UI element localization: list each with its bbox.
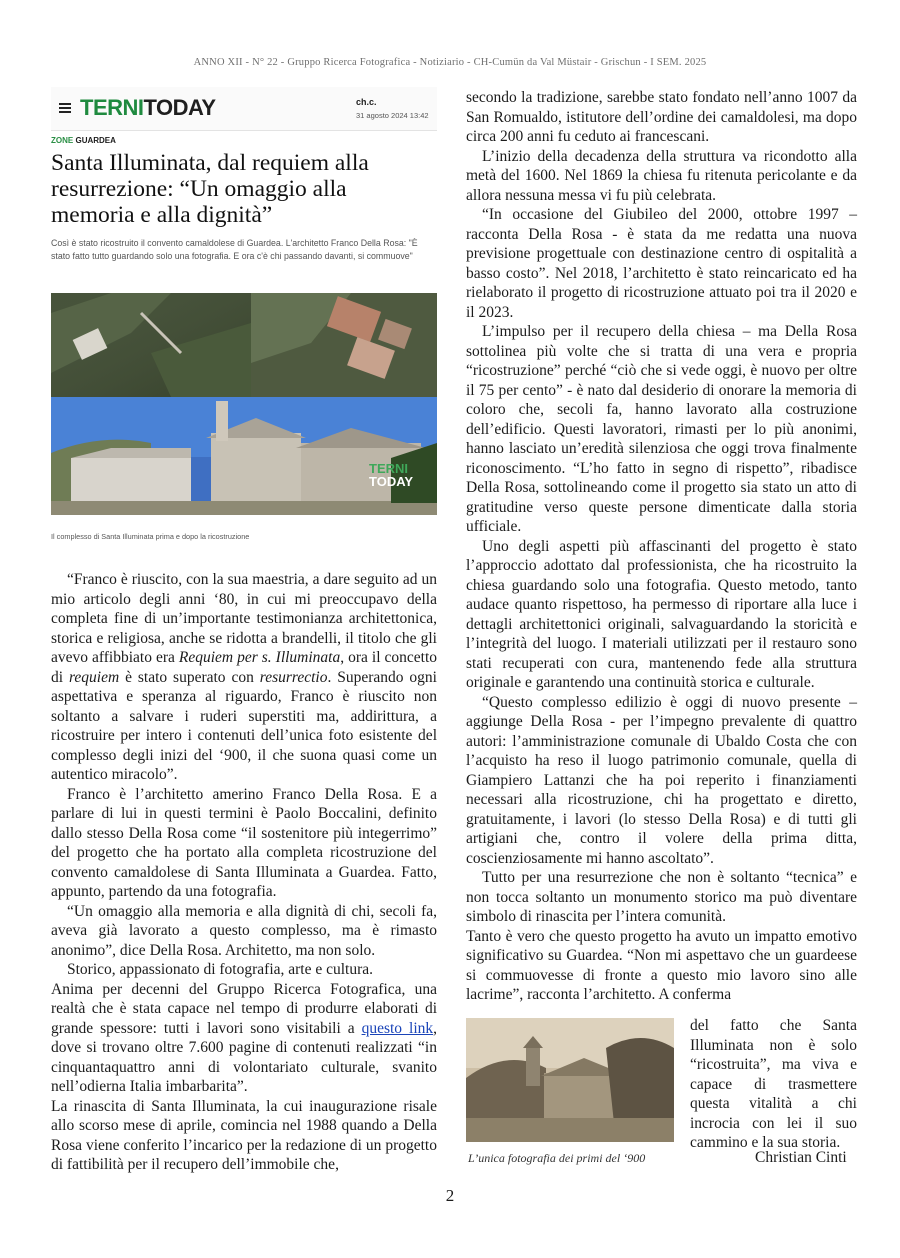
article-category: ZONE GUARDEA <box>51 136 116 145</box>
paragraph: Tutto per una resurrezione che non è soltanto “tecnica” e non tocca soltanto un monumento storico ma può diventare simbolo di rinascita per l’intera comunità. <box>466 869 857 925</box>
article-byline <box>356 97 429 120</box>
right-column-wrap <box>690 1016 857 1153</box>
paragraph: “Questo complesso edilizio è oggi di nuovo presente – aggiunge Della Rosa - per l’impegno prevalente di quattro autori: l’amministrazione comunale di Ubaldo Costa che con l’acquisto ha reso il luogo patrimonio comunale, quella di Giampiero Lattanzi che ha poi reperito i finanziamenti necessari alla ricostruzione, chi ha progettato e diretto, gratuitamente, i lavori (lo stesso Della Rosa) e di tutti gli artigiani che, contro il volere della prima ditta, coscienziosamente mi hanno ascoltato”. <box>466 693 857 867</box>
photo-watermark: TERNI TODAY <box>369 461 414 489</box>
terni-today-logo: TERNITODAY <box>80 95 216 120</box>
paragraph: Storico, appassionato di fotografia, arte e cultura. <box>67 961 374 978</box>
paragraph: L’impulso per il recupero della chiesa – ma Della Rosa sottolinea più volte che si tratta di una vera e propria “ricostruzione” perché “ciò che si vede oggi, è nuovo per oltre il 75 per cento” - è nato dal desiderio di onorare la memoria di coloro che, secoli fa, hanno lavorato alla costruzione dell’edificio. Questi lavoratori, rimasti per lo più anonimi, hanno lasciato un’eredità silenziosa che oggi trova finalmente riconoscimento. “L’ho fatto in segno di rispetto”, ribadisce Della Rosa, sottolineando come il progetto sia stato un atto di gratitudine verso queste persone dimenticate dalla storia ufficiale. <box>466 323 857 535</box>
article-date: 31 agosto 2024 13:42 <box>356 111 429 120</box>
photo-caption: Il complesso di Santa Illuminata prima e dopo la ricostruzione <box>51 532 250 541</box>
paragraph: Franco è l’architetto amerino Franco Della Rosa. E a parlare di lui in questi termini è Paolo Boccalini, definito dallo stesso Della Rosa come “il sostenitore più integerrimo” del progetto che ha portato alla completa ricostruzione del convento camaldolese di Santa Illuminata a Guardea. Fatto, appunto, partendo da una fotografia. <box>51 785 437 900</box>
article-title: Santa Illuminata, dal requiem alla resurrezione: “Un omaggio alla memoria e alla dignità” <box>51 150 369 228</box>
paragraph: Tanto è vero che questo progetto ha avuto un impatto emotivo significativo su Guardea. “Non mi aspettavo che un guardeese si commuovesse di fronte a questo mio lavoro sino alle lacrime”, racconta l’architetto. A conferma <box>466 927 857 1003</box>
historic-photo-caption: L’unica fotografia dei primi del ‘900 <box>468 1151 646 1165</box>
paragraph: Anima per decenni del Gruppo Ricerca Fotografica, una realtà che è stata capace nel tempo di produrre elaborati di grande spessore: tutti i lavori sono visitabili a questo link, dove si trovano oltre 7.600 pagine di contenuti realizzati “in cinquantaquattro anni di volontariato culturale, svanito nell’odierna Italia imbarbarita”. <box>51 980 437 1095</box>
page-number: 2 <box>445 1186 455 1205</box>
paragraph: secondo la tradizione, sarebbe stato fondato nell’anno 1007 da San Romualdo, istitutore dell’ordine dei camaldolesi, ma dopo circa 200 anni fu ceduto ai francescani. <box>466 89 857 145</box>
paragraph: Uno degli aspetti più affascinanti del progetto è stato l’approccio adottato dal professionista, che ha ricostruito la chiesa guardando solo una fotografia. Questo metodo, tanto audace quanto rispettoso, ha permesso di riportare alla luce i dettagli architettonici originali, salvaguardando la storicità e l’integrità del luogo. I materiali utilizzati per il restauro sono stati recuperati con cura, mantenendo fede alla struttura originale e garantendo una continuità storica e culturale. <box>466 537 857 691</box>
paragraph: “In occasione del Giubileo del 2000, ottobre 1997 – racconta Della Rosa - è stata da me redatta una nuova previsione progettuale con destinazione centro di ospitalità a basso costo”. Nel 2018, l’architetto è stato reincaricato ed ha rielaborato il progetto di ricostruzione attuato poi tra il 2020 e il 2023. <box>466 206 857 321</box>
paragraph: La rinascita di Santa Illuminata, la cui inaugurazione risale allo scorso mese di aprile, comincia nel 1988 quando a Della Rosa viene conferito l’incarico per la redazione di un progetto di fattibilità per il recupero dell’immobile che, <box>51 1097 437 1173</box>
paragraph: “Un omaggio alla memoria e alla dignità di chi, secoli fa, aveva già lavorato a questo complesso, ma è rimasto anonimo”, dice Della Rosa. Architetto, ma non solo. <box>51 902 437 959</box>
clipping-topbar <box>51 87 437 131</box>
questo-link[interactable]: questo link <box>361 1019 434 1037</box>
historic-photo <box>466 1018 674 1142</box>
left-column <box>51 570 437 1175</box>
paragraph: “Franco è riuscito, con la sua maestria, a dare seguito ad un mio articolo degli anni ‘80, in cui mi preoccupavo della completa fine di un’importante testimonianza architettonica, storica e religiosa, anche se ridotta a brandelli, il titolo che gli avevo affibbiato era Requiem per s. Illuminata, ora il concetto di requiem è stato superato con resurrectio. Superando ogni aspettativa e speranza al riguardo, Franco è riuscito non soltanto a salvare i ruderi superstiti ma, addirittura, a ricostruire per intero i contenuti dell’unica foto esistente del complesso degli inizi del ‘900, il che suona quasi come un autentico miracolo”. <box>51 571 438 783</box>
article-author: ch.c. <box>356 97 377 107</box>
news-clipping <box>51 87 437 545</box>
author-signature: Christian Cinti <box>755 1149 847 1166</box>
newsletter-header: ANNO XII - N° 22 - Gruppo Ricerca Fotografica - Notiziario - CH-Cumün da Val Müstair - Grischun - I SEM. 2025 <box>193 57 707 68</box>
paragraph: del fatto che Santa Illuminata non è solo “ricostruita”, ma viva e capace di trasmettere questa vitalità a chi incrocia con lei il suo cammino e la sua storia. <box>690 1017 857 1151</box>
hamburger-menu-icon <box>59 103 71 113</box>
paragraph: L’inizio della decadenza della struttura va ricondotto alla metà del 1600. Nel 1869 la chiesa fu ritenuta pericolante e da allora nessuna messa vi fu più celebrata. <box>466 147 857 204</box>
article-lead: Così è stato ricostruito il convento camaldolese di Guardea. L'architetto Franco Della Rosa: "È stato fatto tutto guardando solo una fotografia. E ora c'è chi passando davanti, si commuove" <box>51 238 418 261</box>
right-column <box>466 88 857 1005</box>
